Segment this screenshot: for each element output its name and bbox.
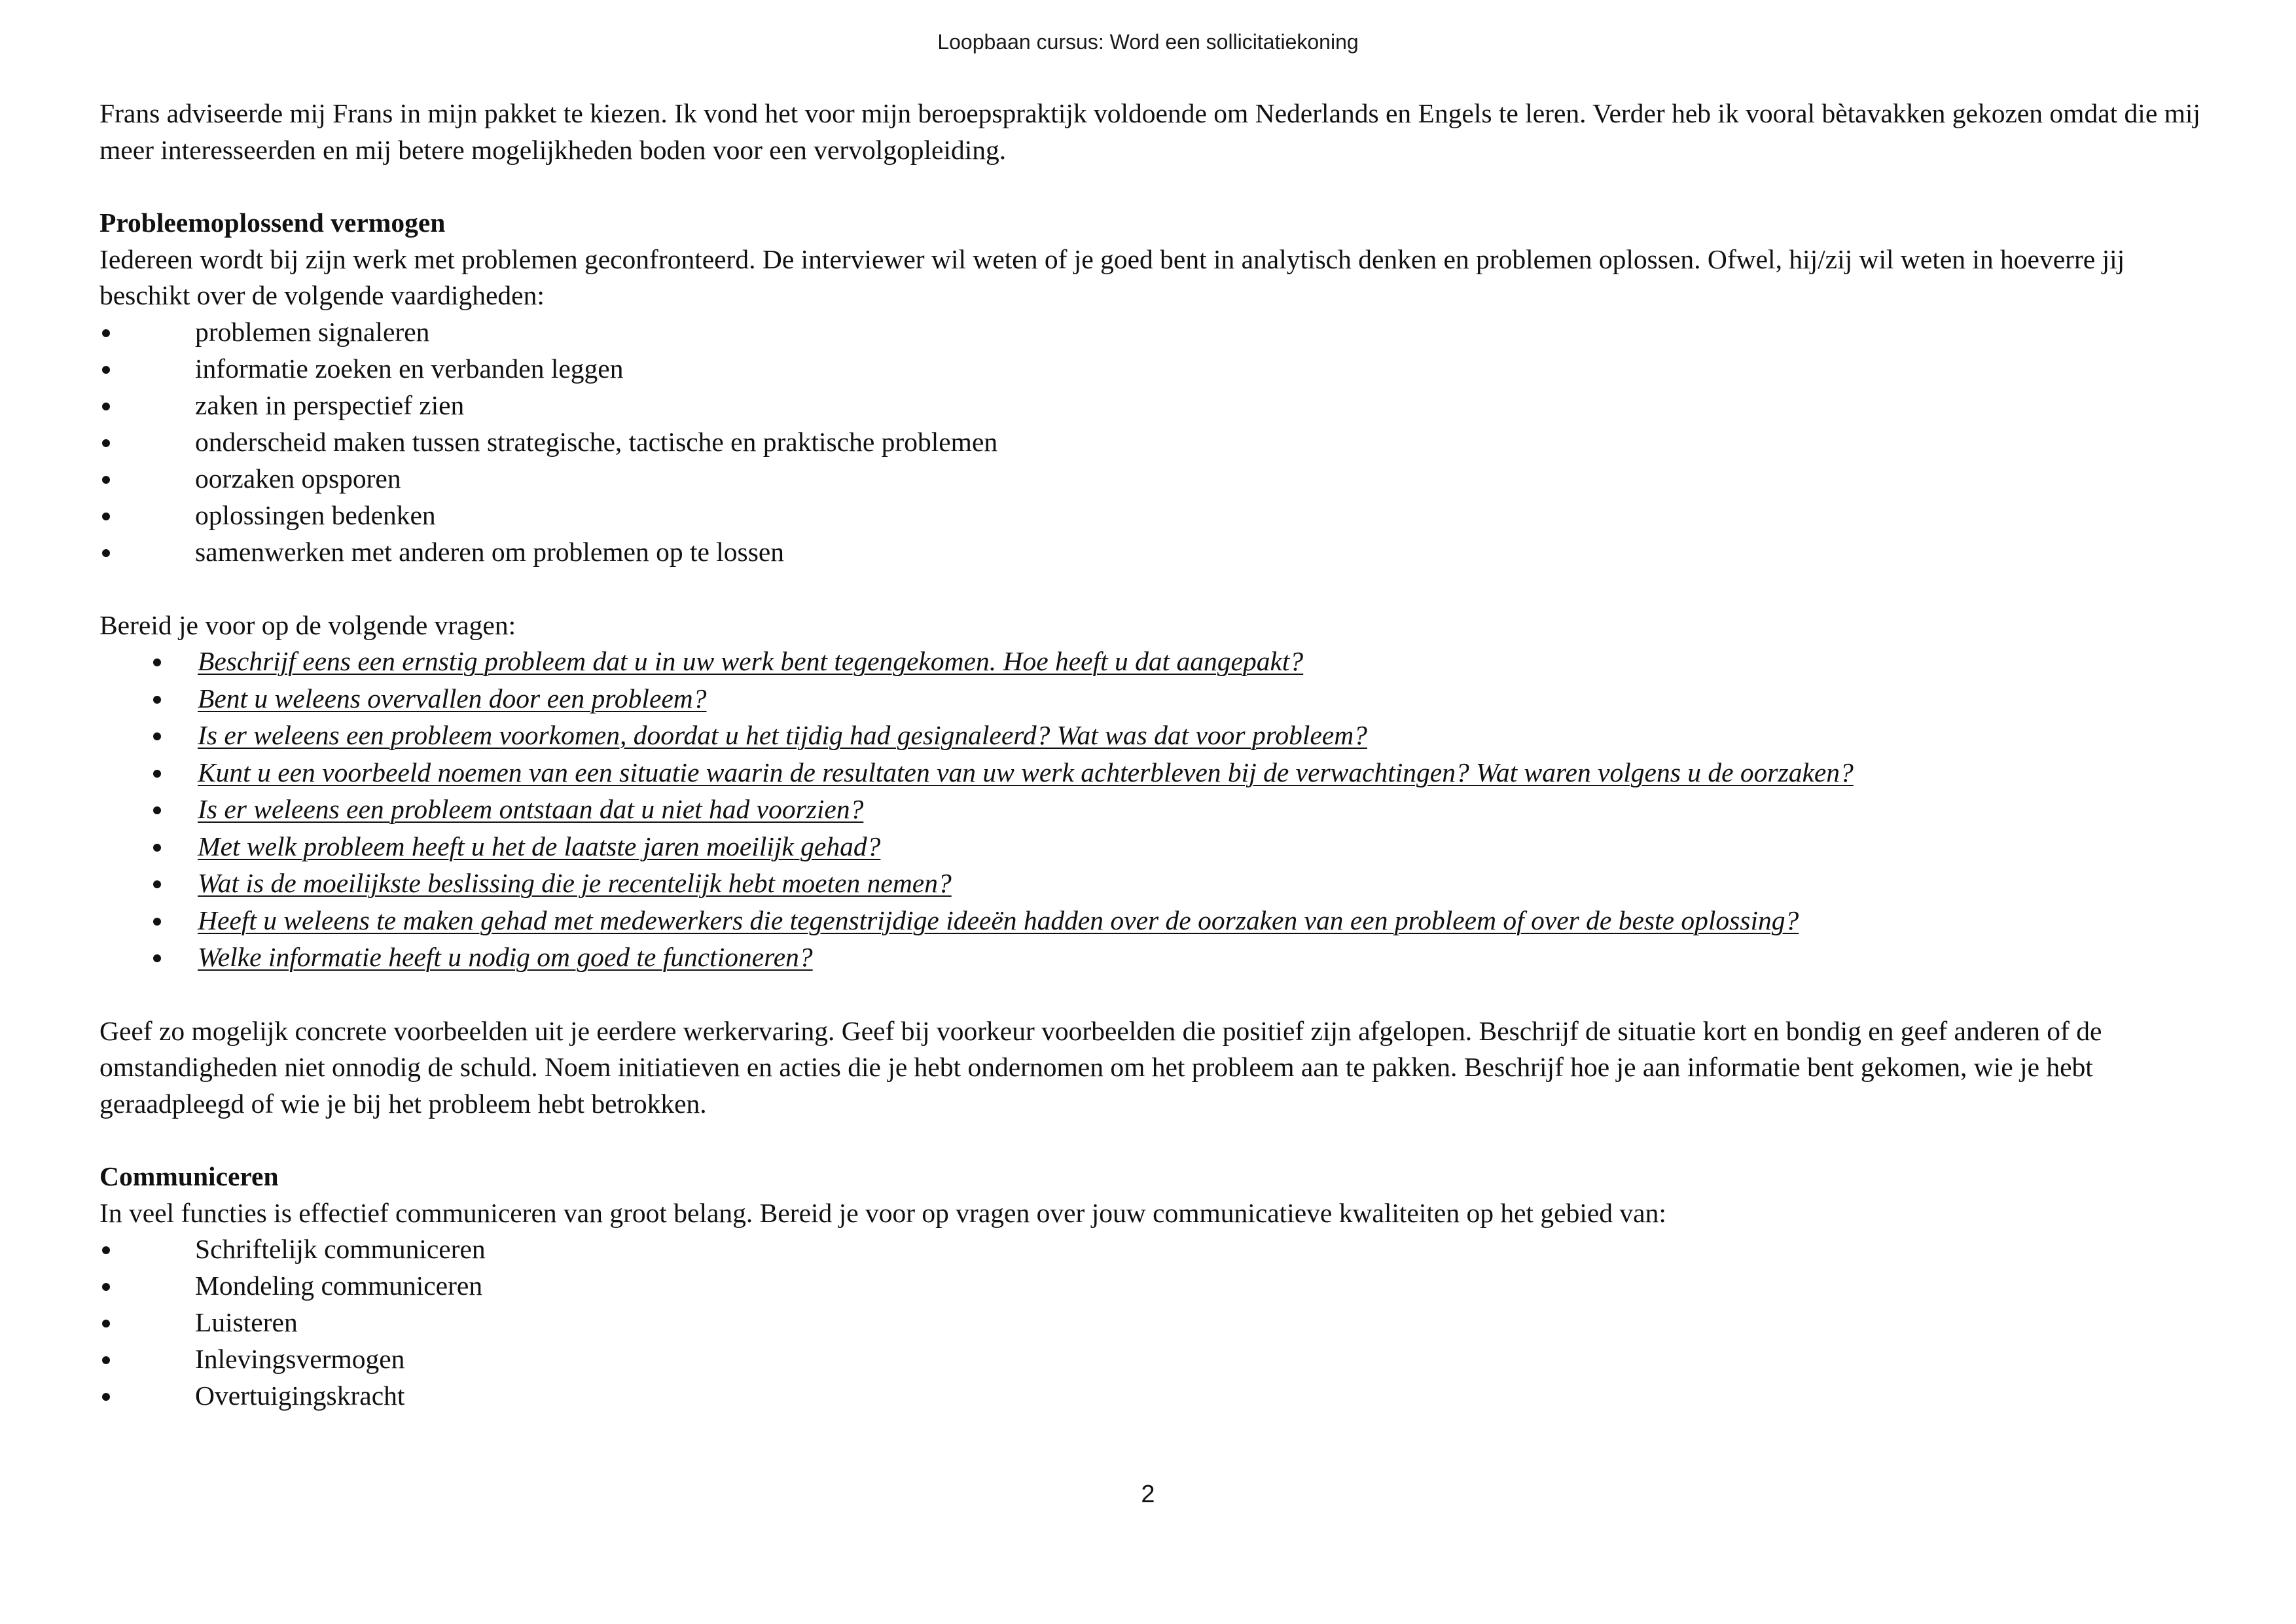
bullet-icon: [102, 366, 110, 374]
question-text: Welke informatie heeft u nodig om goed te functioneren?: [198, 942, 813, 972]
list-item-text: oplossingen bedenken: [195, 499, 436, 530]
question-text: Is er weleens een probleem ontstaan dat u niet had voorzien?: [198, 794, 864, 824]
list-item-text: Luisteren: [195, 1307, 298, 1337]
spacer: [99, 571, 2214, 607]
list-item-text: oorzaken opsporen: [195, 463, 401, 494]
skills-list-communiceren: [99, 1231, 2214, 1415]
running-header: Loopbaan cursus: Word een sollicitatiekoning: [937, 30, 1359, 54]
bullet-icon: [153, 806, 161, 814]
spacer: [99, 1122, 2214, 1159]
question-text: Heeft u weleens te maken gehad met medewerkers die tegenstrijdige ideeën hadden over de oorzaken van een probleem of over de beste oplossing?: [198, 905, 1799, 935]
list-item-text: informatie zoeken en verbanden leggen: [195, 353, 624, 384]
bullet-icon: [153, 770, 161, 778]
bullet-icon: [102, 476, 110, 484]
list-item: [99, 1268, 2214, 1305]
skills-list-probleemoplossend: [99, 314, 2214, 571]
bullet-icon: [153, 954, 161, 962]
page-content: [99, 96, 2214, 1415]
bullet-icon: [102, 1283, 110, 1291]
question-item: [99, 939, 2214, 977]
question-item: [99, 903, 2214, 940]
question-item: [99, 643, 2214, 681]
list-item: [99, 424, 2214, 461]
advice-paragraph: Geef zo mogelijk concrete voorbeelden uit je eerdere werkervaring. Geef bij voorkeur voorbeelden die positief zijn afgelopen. Beschrijf de situatie kort en bondig en geef anderen of de omstandigheden niet onnodig de schuld. Noem initiatieven en acties die je hebt ondernomen om het probleem aan te pakken. Beschrijf hoe je aan informatie bent gekomen, wie je hebt geraadpleegd of wie je bij het probleem hebt betrokken.: [99, 1015, 2102, 1119]
list-item-text: Schriftelijk communiceren: [195, 1234, 486, 1264]
list-item-text: Inlevingsvermogen: [195, 1344, 405, 1374]
list-item-text: zaken in perspectief zien: [195, 389, 465, 420]
bullet-icon: [102, 403, 110, 410]
list-item: [99, 1305, 2214, 1341]
question-item: [99, 717, 2214, 755]
question-text: Wat is de moeilijkste beslissing die je recentelijk hebt moeten nemen?: [198, 868, 952, 898]
bullet-icon: [102, 513, 110, 520]
list-item: [99, 388, 2214, 424]
bullet-icon: [153, 659, 161, 666]
question-text: Kunt u een voorbeeld noemen van een situatie waarin de resultaten van uw werk achterbleven bij de verwachtingen? Wat waren volgens u de oorzaken?: [198, 757, 1854, 787]
question-item: [99, 791, 2214, 829]
section-heading-communiceren: Communiceren: [99, 1161, 279, 1191]
question-item: [99, 755, 2214, 792]
question-text: Met welk probleem heeft u het de laatste jaren moeilijk gehad?: [198, 831, 881, 861]
bullet-icon: [153, 696, 161, 704]
bullet-icon: [153, 732, 161, 740]
list-item: [99, 461, 2214, 497]
question-item: [99, 681, 2214, 718]
questions-list: [99, 643, 2214, 977]
bullet-icon: [102, 329, 110, 337]
list-item: [99, 1231, 2214, 1268]
list-item-text: onderscheid maken tussen strategische, tactische en praktische problemen: [195, 426, 998, 457]
question-item: [99, 829, 2214, 866]
bullet-icon: [102, 439, 110, 447]
spacer: [99, 977, 2214, 1013]
list-item-text: Mondeling communiceren: [195, 1271, 483, 1301]
bullet-icon: [102, 549, 110, 557]
page-number: 2: [1141, 1481, 1155, 1508]
bullet-icon: [102, 1393, 110, 1401]
bullet-icon: [102, 1320, 110, 1327]
list-item: [99, 497, 2214, 534]
question-item: [99, 865, 2214, 903]
list-item-text: samenwerken met anderen om problemen op te lossen: [195, 536, 785, 567]
intro-paragraph: Frans adviseerde mij Frans in mijn pakket te kiezen. Ik vond het voor mijn beroepspraktijk voldoende om Nederlands en Engels te leren. Verder heb ik vooral bètavakken gekozen omdat die mij meer interesseerden en mij betere mogelijkheden boden voor een vervolgopleiding.: [99, 98, 2200, 165]
bullet-icon: [153, 844, 161, 852]
list-item: [99, 351, 2214, 388]
list-item: [99, 1341, 2214, 1378]
question-text: Is er weleens een probleem voorkomen, doordat u het tijdig had gesignaleerd? Wat was dat voor probleem?: [198, 720, 1367, 750]
list-item: [99, 534, 2214, 571]
bullet-icon: [102, 1356, 110, 1364]
spacer: [99, 168, 2214, 205]
bullet-icon: [153, 880, 161, 888]
list-item-text: problemen signaleren: [195, 316, 430, 347]
section-paragraph-communiceren: In veel functies is effectief communiceren van groot belang. Bereid je voor op vragen over jouw communicatieve kwaliteiten op het gebied van:: [99, 1197, 1666, 1228]
question-text: Beschrijf eens een ernstig probleem dat u in uw werk bent tegengekomen. Hoe heeft u dat aangepakt?: [198, 646, 1304, 676]
section-heading-probleemoplossend: Probleemoplossend vermogen: [99, 208, 446, 238]
bullet-icon: [102, 1246, 110, 1254]
list-item: [99, 1378, 2214, 1415]
list-item: [99, 314, 2214, 351]
prepare-intro: Bereid je voor op de volgende vragen:: [99, 609, 516, 640]
question-text: Bent u weleens overvallen door een probleem?: [198, 683, 707, 713]
list-item-text: Overtuigingskracht: [195, 1380, 405, 1411]
section-paragraph-probleemoplossend: Iedereen wordt bij zijn werk met problemen geconfronteerd. De interviewer wil weten of je goed bent in analytisch denken en problemen oplossen. Ofwel, hij/zij wil weten in hoeverre jij beschikt over de volgende vaardigheden:: [99, 244, 2125, 310]
bullet-icon: [153, 918, 161, 926]
